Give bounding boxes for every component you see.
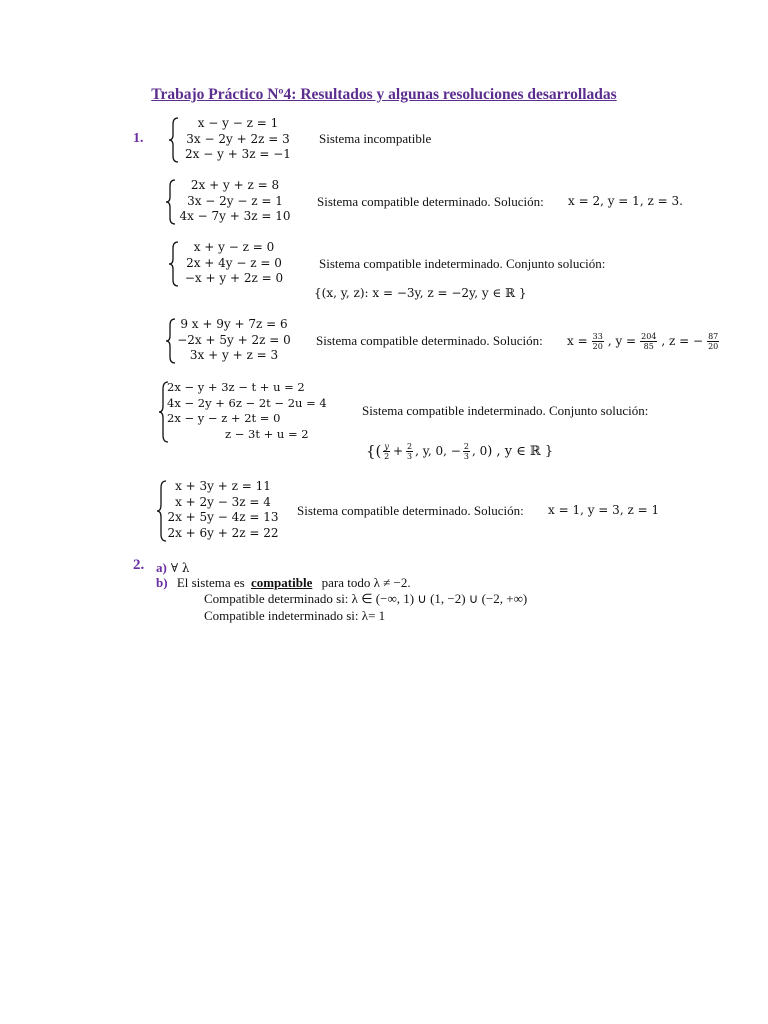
equation: 2x + 6y + 2z = 22 bbox=[167, 525, 279, 540]
equation: x + 3y + z = 11 bbox=[175, 479, 271, 493]
set-middle: , y, 0, − bbox=[415, 444, 461, 458]
item-b-bold: compatible bbox=[250, 575, 313, 590]
equation: z − 3t + u = 2 bbox=[225, 426, 309, 441]
set-end: , 0 bbox=[471, 444, 488, 458]
fraction-denominator: 3 bbox=[463, 451, 469, 461]
fraction-y-over-2 bbox=[383, 442, 390, 461]
equation: 2x − y + 3z = −1 bbox=[185, 147, 291, 161]
item-b-label: b) bbox=[156, 575, 168, 590]
fraction-x bbox=[592, 332, 604, 351]
equation: 3x + y + z = 3 bbox=[189, 348, 279, 362]
system-1 bbox=[168, 116, 318, 164]
solution-x-label: x = bbox=[567, 334, 588, 348]
equation: 3x − 2y + 2z = 3 bbox=[186, 131, 290, 146]
equation: 3x − 2y − z = 1 bbox=[187, 193, 283, 208]
equation: 2x − y − z + 2t = 0 bbox=[167, 411, 281, 425]
solution-y-label: , y = bbox=[607, 334, 637, 348]
system-4-solution bbox=[567, 328, 721, 354]
equation: x + 2y − 3z = 4 bbox=[175, 494, 271, 509]
fraction-denominator: 20 bbox=[708, 341, 719, 351]
compatible-undetermined-text: Compatible indeterminado si: λ= 1 bbox=[204, 608, 386, 623]
equation: −x + y + 2z = 0 bbox=[184, 271, 284, 285]
fraction-denominator: 2 bbox=[384, 451, 390, 461]
equation: 9 x + 9y + 7z = 6 bbox=[180, 317, 288, 331]
system-1-result: Sistema incompatible bbox=[319, 131, 432, 146]
system-2-solution: x = 2, y = 1, z = 3. bbox=[568, 194, 683, 208]
fraction-numerator: y bbox=[384, 441, 389, 451]
system-5-solution-set bbox=[366, 437, 553, 465]
item-a-label: a) bbox=[156, 560, 167, 575]
fraction-denominator: 85 bbox=[643, 341, 654, 351]
equation: x + y − z = 0 bbox=[193, 240, 275, 254]
system-5 bbox=[158, 380, 338, 444]
system-3-solution-set: {(x, y, z): x = −3y, z = −2y, y ∈ ℝ } bbox=[314, 286, 527, 300]
compatible-determined-text: Compatible determinado si: λ ∈ (−∞, 1) ∪ (1, −2) ∪ (−2, +∞) bbox=[204, 591, 528, 606]
exercise-1-number: 1. bbox=[133, 131, 144, 146]
equation: 4x − 2y + 6z − 2t − 2u = 4 bbox=[167, 395, 327, 410]
equation: −2x + 5y + 2z = 0 bbox=[177, 332, 291, 347]
item-a-text: ∀ λ bbox=[170, 561, 190, 575]
fraction-z bbox=[707, 332, 719, 351]
item-b-text-2: para todo λ ≠ −2. bbox=[321, 575, 411, 590]
page-title: Trabajo Práctico Nº4: Resultados y algunas resoluciones desarrolladas bbox=[151, 86, 617, 103]
equation: 4x − 7y + 3z = 10 bbox=[179, 209, 291, 223]
equation: x − y − z = 1 bbox=[197, 116, 279, 130]
fraction-numerator: 204 bbox=[641, 331, 657, 341]
equation: 2x + y + z = 8 bbox=[190, 178, 280, 192]
system-2 bbox=[165, 178, 315, 226]
system-6 bbox=[156, 479, 306, 543]
fraction-numerator: 87 bbox=[708, 331, 719, 341]
fraction-denominator: 20 bbox=[592, 341, 603, 351]
exercise-2b bbox=[156, 575, 411, 591]
equation: 2x + 5y − 4z = 13 bbox=[167, 510, 279, 524]
solution-z-label: , z = − bbox=[661, 334, 704, 348]
plus-sign: + bbox=[392, 444, 403, 458]
set-close: ) , y ∈ ℝ } bbox=[487, 443, 554, 459]
equation: 2x − y + 3z − t + u = 2 bbox=[167, 380, 305, 394]
equation: 2x + 4y − z = 0 bbox=[186, 255, 282, 270]
item-b-text-1: El sistema es bbox=[176, 575, 245, 590]
system-3-result: Sistema compatible indeterminado. Conjunto solución: bbox=[319, 256, 606, 271]
system-3 bbox=[168, 240, 318, 288]
fraction-numerator: 2 bbox=[407, 441, 413, 451]
system-4-result: Sistema compatible determinado. Solución: bbox=[316, 333, 543, 348]
system-4 bbox=[165, 317, 315, 365]
fraction-denominator: 3 bbox=[407, 451, 413, 461]
exercise-2-number: 2. bbox=[133, 557, 145, 573]
fraction-y bbox=[640, 332, 657, 351]
fraction-numerator: 2 bbox=[463, 441, 469, 451]
set-open-bracket: {( bbox=[366, 442, 382, 460]
system-6-solution: x = 1, y = 3, z = 1 bbox=[548, 503, 660, 517]
system-6-result: Sistema compatible determinado. Solución: bbox=[297, 503, 524, 518]
fraction-numerator: 33 bbox=[592, 331, 603, 341]
fraction-2-over-3 bbox=[406, 442, 413, 461]
system-5-result: Sistema compatible indeterminado. Conjunto solución: bbox=[362, 403, 649, 418]
fraction-2-over-3 bbox=[463, 442, 470, 461]
system-2-result: Sistema compatible determinado. Solución: bbox=[317, 194, 544, 209]
